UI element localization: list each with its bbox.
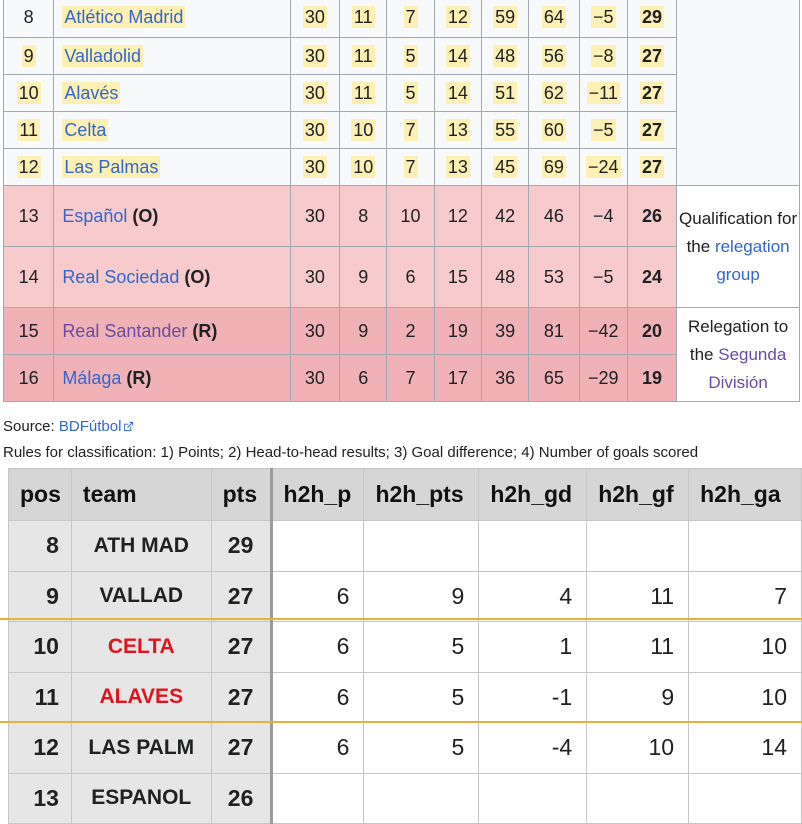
header-h2h-gd[interactable]: h2h_gd: [479, 469, 587, 521]
header-row: [9, 469, 802, 521]
table-row: 9 Valladolid 30 11 5 14 48 56 −8 27: [4, 38, 800, 75]
table-row: 13 ESPANOL 26: [9, 773, 802, 824]
team-link[interactable]: Atlético Madrid: [64, 6, 184, 27]
table-row: 8 Atlético Madrid 30 11 7 12 59 64 −5 29: [4, 0, 800, 38]
header-h2h-pts[interactable]: h2h_pts: [364, 469, 479, 521]
table-row: 12 LAS PALM 27 6 5 -4 10 14: [9, 723, 802, 774]
header-h2h-p[interactable]: h2h_p: [271, 469, 364, 521]
header-h2h-gf[interactable]: h2h_gf: [587, 469, 689, 521]
highlighted-team[interactable]: CELTA: [71, 622, 211, 673]
team-link[interactable]: Las Palmas: [64, 156, 159, 177]
table-row: 12 Las Palmas 30 10 7 13 45 69 −24 27: [4, 149, 800, 186]
table-row: 13 Español (O) 30 8 10 12 42 46 −4 26 Qualification for the relegation group: [4, 186, 800, 247]
team-link[interactable]: Real Santander: [62, 320, 188, 341]
classification-rules: Rules for classification: 1) Points; 2) Head-to-head results; 3) Goal difference; 4) Number of goals scored: [3, 444, 699, 461]
segunda-division-link[interactable]: Segunda División: [708, 344, 787, 392]
table-row: 14 Real Sociedad (O) 30 9 6 15 48 53 −5 24: [4, 247, 800, 308]
h2h-spreadsheet: [8, 468, 802, 824]
qualification-note: Qualification for the relegation group: [677, 186, 800, 308]
header-h2h-ga[interactable]: h2h_ga: [689, 469, 802, 521]
team-link[interactable]: Celta: [64, 119, 107, 140]
tie-group-bottom-line: [0, 721, 802, 723]
team-link[interactable]: Valladolid: [64, 45, 142, 66]
table-row: 16 Málaga (R) 30 6 7 17 36 65 −29 19: [4, 355, 800, 402]
table-row: 11 ALAVES 27 6 5 -1 9 10: [9, 672, 802, 723]
table-row: 9 VALLAD 27 6 9 4 11 7: [9, 571, 802, 622]
bdfutbol-link[interactable]: BDFútbol: [58, 418, 122, 435]
header-team[interactable]: team: [71, 469, 211, 521]
highlighted-team[interactable]: ALAVES: [71, 672, 211, 723]
table-row: 8 ATH MAD 29: [9, 521, 802, 572]
tie-group-top-line: [0, 618, 802, 620]
team-link[interactable]: Alavés: [64, 82, 119, 103]
source-line: Source: BDFútbol: [3, 418, 134, 435]
relegation-note: Relegation to the Segunda División: [677, 308, 800, 402]
external-link-icon: [123, 421, 134, 432]
table-row: 10 Alavés 30 11 5 14 51 62 −11 27: [4, 75, 800, 112]
table-row: 15 Real Santander (R) 30 9 2 19 39 81 −42 20 Relegation to the Segunda División: [4, 308, 800, 355]
team-link[interactable]: Real Sociedad: [62, 266, 180, 287]
header-pos[interactable]: pos: [9, 469, 72, 521]
standings-table: [3, 0, 800, 402]
header-pts[interactable]: pts: [211, 469, 271, 521]
team-link[interactable]: Málaga: [62, 367, 122, 388]
table-row: 10 CELTA 27 6 5 1 11 10: [9, 622, 802, 673]
relegation-group-link[interactable]: relegation group: [714, 236, 790, 284]
team-link[interactable]: Español: [62, 205, 128, 226]
table-row: 11 Celta 30 10 7 13 55 60 −5 27: [4, 112, 800, 149]
